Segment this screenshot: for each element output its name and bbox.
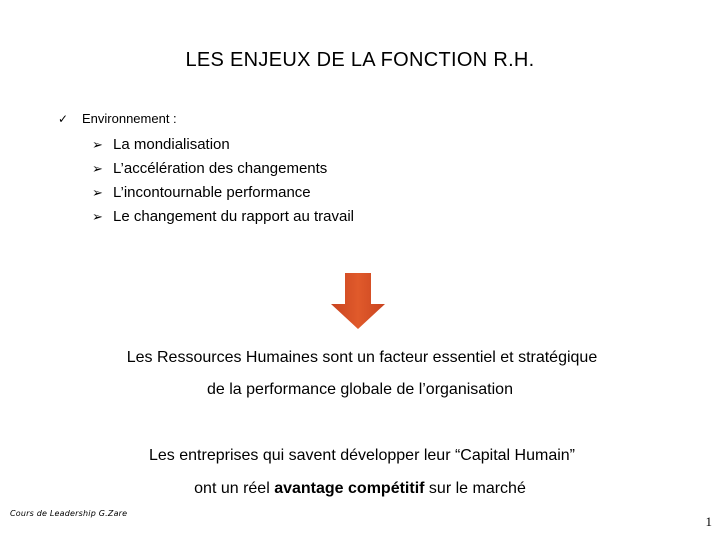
environment-row bbox=[58, 111, 177, 126]
list-item-label: La mondialisation bbox=[113, 136, 230, 153]
list-item-label: L’incontournable performance bbox=[113, 184, 311, 201]
checkmark-icon: ✓ bbox=[58, 112, 69, 126]
page-number: 1 bbox=[705, 514, 712, 529]
competitive-advantage-emphasis: avantage compétitif bbox=[274, 480, 425, 497]
statement-text: ont un réel bbox=[194, 480, 275, 497]
statement-text: sur le marché bbox=[424, 480, 526, 497]
company-statement-line-2 bbox=[0, 480, 720, 498]
arrow-bullet-icon: ➢ bbox=[92, 209, 103, 224]
hr-statement-line-1: Les Ressources Humaines sont un facteur essentiel et stratégique bbox=[126, 349, 598, 366]
hr-statement-line-2: de la performance globale de l’organisation bbox=[207, 381, 513, 398]
footer-course-credit: Cours de Leadership G.Zare bbox=[10, 509, 128, 518]
environment-list bbox=[92, 133, 354, 229]
list-item bbox=[92, 133, 354, 157]
list-item bbox=[92, 205, 354, 229]
arrow-bullet-icon: ➢ bbox=[92, 137, 103, 152]
arrow-bullet-icon: ➢ bbox=[92, 185, 103, 200]
down-arrow-icon bbox=[331, 273, 385, 329]
list-item-label: L’accélération des changements bbox=[113, 160, 328, 177]
company-statement-line-1: Les entreprises qui savent développer leur “Capital Humain” bbox=[149, 447, 575, 464]
list-item bbox=[92, 181, 354, 205]
list-item bbox=[92, 157, 354, 181]
slide-title: LES ENJEUX DE LA FONCTION R.H. bbox=[185, 49, 535, 71]
arrow-bullet-icon: ➢ bbox=[92, 161, 103, 176]
list-item-label: Le changement du rapport au travail bbox=[113, 208, 354, 225]
environment-label: Environnement : bbox=[82, 111, 177, 126]
